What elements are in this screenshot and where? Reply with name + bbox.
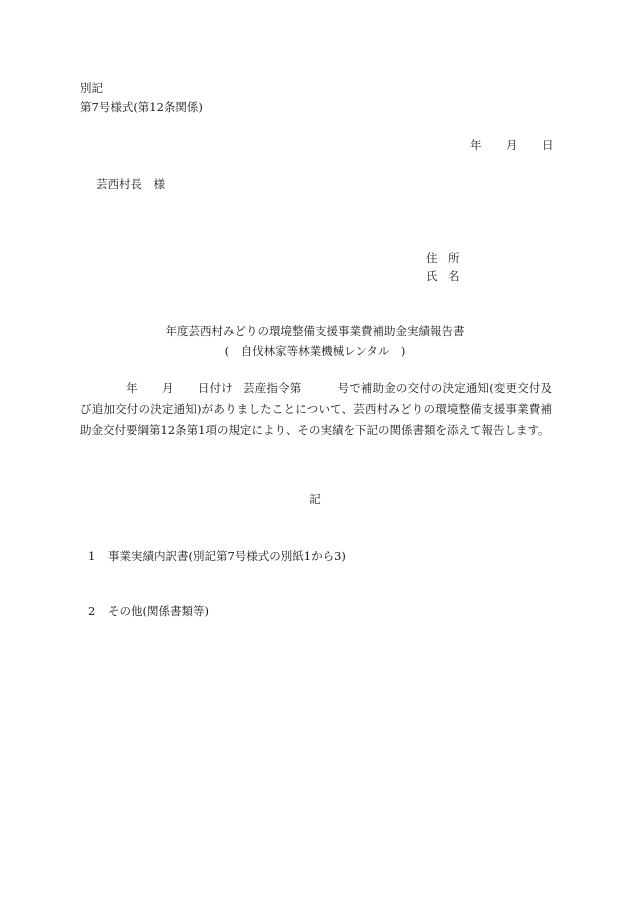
addressee: 芸西村長 様: [96, 177, 165, 191]
form-number: 第7号様式(第12条関係): [80, 100, 203, 114]
list-item-text: 事業実績内訳書(別記第7号様式の別紙1から3): [108, 549, 346, 563]
name-label-2: 名: [448, 269, 460, 283]
date-month-label: 月: [506, 138, 518, 152]
body-paragraph: [80, 378, 552, 441]
list-item: [88, 603, 209, 619]
date-day-label: 日: [542, 138, 554, 152]
name-label-1: 氏: [426, 269, 438, 283]
report-subtitle: ( 自伐林家等林業機械レンタル ): [224, 344, 406, 358]
report-title: 年度芸西村みどりの環境整備支援事業費補助金実績報告書: [165, 324, 465, 338]
body-month: 月: [161, 381, 174, 395]
address-label-2: 所: [448, 251, 460, 265]
date-year-label: 年: [470, 138, 482, 152]
body-year: 年: [126, 381, 138, 395]
list-item-number: 1: [88, 549, 96, 563]
body-rest: 号で補助金の交付の決定通知(変更交付及び追加交付の決定通知)がありましたことについて、芸西村みどりの環境整備支援事業費補助金交付要綱第12条第1項の規定により、その実績を下記の関係書類を添えて報告します。: [80, 381, 553, 437]
body-ref: 芸産指令第: [242, 381, 302, 395]
list-item-number: 2: [88, 604, 96, 618]
list-item-text: その他(関係書類等): [108, 604, 209, 618]
bekki-label: 別記: [80, 81, 103, 95]
list-item: [88, 548, 346, 564]
body-dated: 日付け: [197, 381, 233, 395]
ki-heading: 記: [309, 492, 321, 506]
address-label-1: 住: [426, 251, 438, 265]
